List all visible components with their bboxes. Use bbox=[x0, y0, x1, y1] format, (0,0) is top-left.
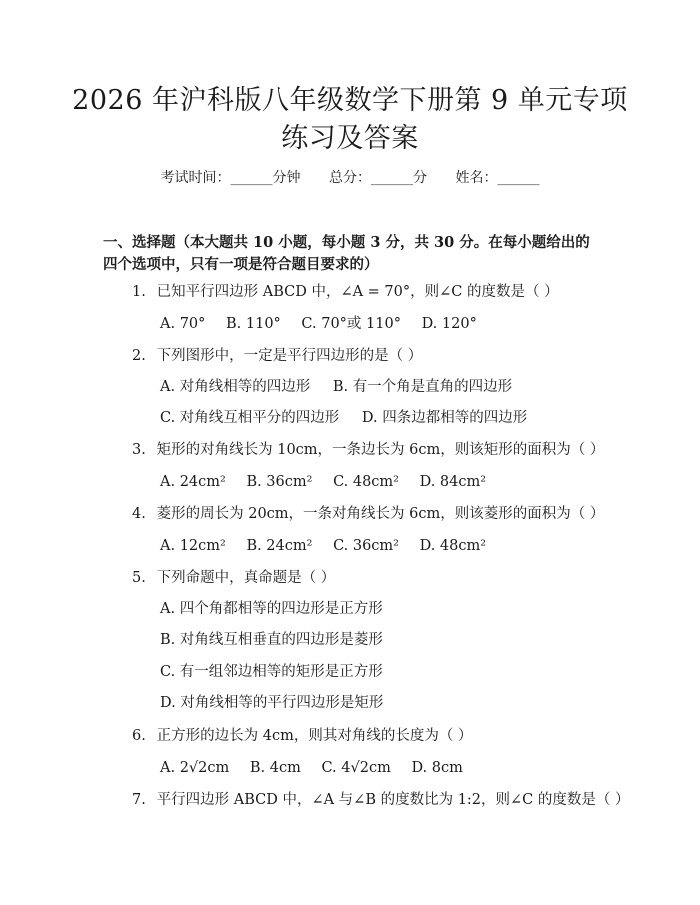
question-5-option-a-line bbox=[160, 599, 640, 619]
question-stem: 正方形的边长为 4cm，则其对角线的长度为（ ） bbox=[156, 728, 473, 744]
option-a: A. 对角线相等的四边形 bbox=[160, 379, 311, 395]
question-number: 3. bbox=[132, 442, 146, 458]
option-c: C. 对角线互相平分的四边形 bbox=[160, 410, 340, 426]
option-a: A. 2√2cm bbox=[160, 760, 230, 776]
question-5-option-d-line bbox=[160, 693, 640, 713]
question-2 bbox=[132, 346, 640, 366]
option-b: B. 有一个角是直角的四边形 bbox=[332, 379, 513, 395]
option-a: A. 24cm² bbox=[160, 474, 226, 490]
option-a: A. 四个角都相等的四边形是正方形 bbox=[160, 601, 383, 617]
option-c: C. 48cm² bbox=[333, 474, 399, 490]
question-7 bbox=[132, 790, 640, 810]
total-score-field: 总分：______分 bbox=[329, 170, 427, 186]
option-b: B. 4cm bbox=[249, 760, 301, 776]
option-c: C. 有一组邻边相等的矩形是正方形 bbox=[160, 664, 383, 680]
option-d: D. 48cm² bbox=[419, 538, 487, 554]
question-3 bbox=[132, 440, 640, 460]
section-heading: 一、选择题（本大题共 10 小题，每小题 3 分，共 30 分。在每小题给出的四个选项中，只有一项是符合题目要求的） bbox=[103, 234, 590, 273]
question-2-options-row-2 bbox=[160, 408, 640, 428]
option-a: A. 70° bbox=[160, 316, 206, 332]
option-c: C. 36cm² bbox=[333, 538, 399, 554]
question-number: 6. bbox=[132, 728, 146, 744]
option-b: B. 110° bbox=[226, 316, 281, 332]
question-stem: 已知平行四边形 ABCD 中，∠A = 70°，则∠C 的度数是（ ） bbox=[156, 284, 559, 300]
option-c: C. 70°或 110° bbox=[301, 316, 401, 332]
option-b: B. 24cm² bbox=[246, 538, 313, 554]
question-1-options bbox=[160, 314, 640, 334]
question-1 bbox=[132, 282, 640, 302]
question-2-options-row-1 bbox=[160, 377, 640, 397]
question-3-options bbox=[160, 472, 640, 492]
question-number: 2. bbox=[132, 348, 146, 364]
option-d: D. 84cm² bbox=[419, 474, 487, 490]
question-6 bbox=[132, 726, 640, 746]
exam-time-field: 考试时间：______分钟 bbox=[160, 170, 301, 186]
question-6-options bbox=[160, 758, 640, 778]
question-stem: 下列命题中，真命题是（ ） bbox=[156, 570, 336, 586]
question-number: 7. bbox=[132, 792, 146, 808]
document-title: 2026 年沪科版八年级数学下册第 9 单元专项练习及答案 bbox=[72, 85, 628, 154]
question-5-option-c-line bbox=[160, 662, 640, 682]
question-5-option-b-line bbox=[160, 630, 640, 650]
option-b: B. 对角线互相垂直的四边形是菱形 bbox=[160, 632, 383, 648]
option-d: D. 四条边都相等的四边形 bbox=[361, 410, 528, 426]
question-stem: 下列图形中，一定是平行四边形的是（ ） bbox=[156, 348, 423, 364]
question-stem: 菱形的周长为 20cm，一条对角线长为 6cm，则该菱形的面积为（ ） bbox=[156, 506, 605, 522]
option-a: A. 12cm² bbox=[160, 538, 226, 554]
option-b: B. 36cm² bbox=[246, 474, 313, 490]
question-number: 1. bbox=[132, 284, 146, 300]
question-4-options bbox=[160, 536, 640, 556]
exam-info-line bbox=[0, 168, 700, 188]
question-4 bbox=[132, 504, 640, 524]
question-stem: 平行四边形 ABCD 中，∠A 与∠B 的度数比为 1:2，则∠C 的度数是（ ） bbox=[156, 792, 630, 808]
question-stem: 矩形的对角线长为 10cm，一条边长为 6cm，则该矩形的面积为（ ） bbox=[156, 442, 605, 458]
question-number: 4. bbox=[132, 506, 146, 522]
option-d: D. 8cm bbox=[411, 760, 463, 776]
option-c: C. 4√2cm bbox=[321, 760, 391, 776]
question-number: 5. bbox=[132, 570, 146, 586]
option-d: D. 对角线相等的平行四边形是矩形 bbox=[160, 695, 384, 711]
option-d: D. 120° bbox=[421, 316, 477, 332]
question-5 bbox=[132, 568, 640, 588]
student-name-field: 姓名：______ bbox=[455, 170, 540, 186]
